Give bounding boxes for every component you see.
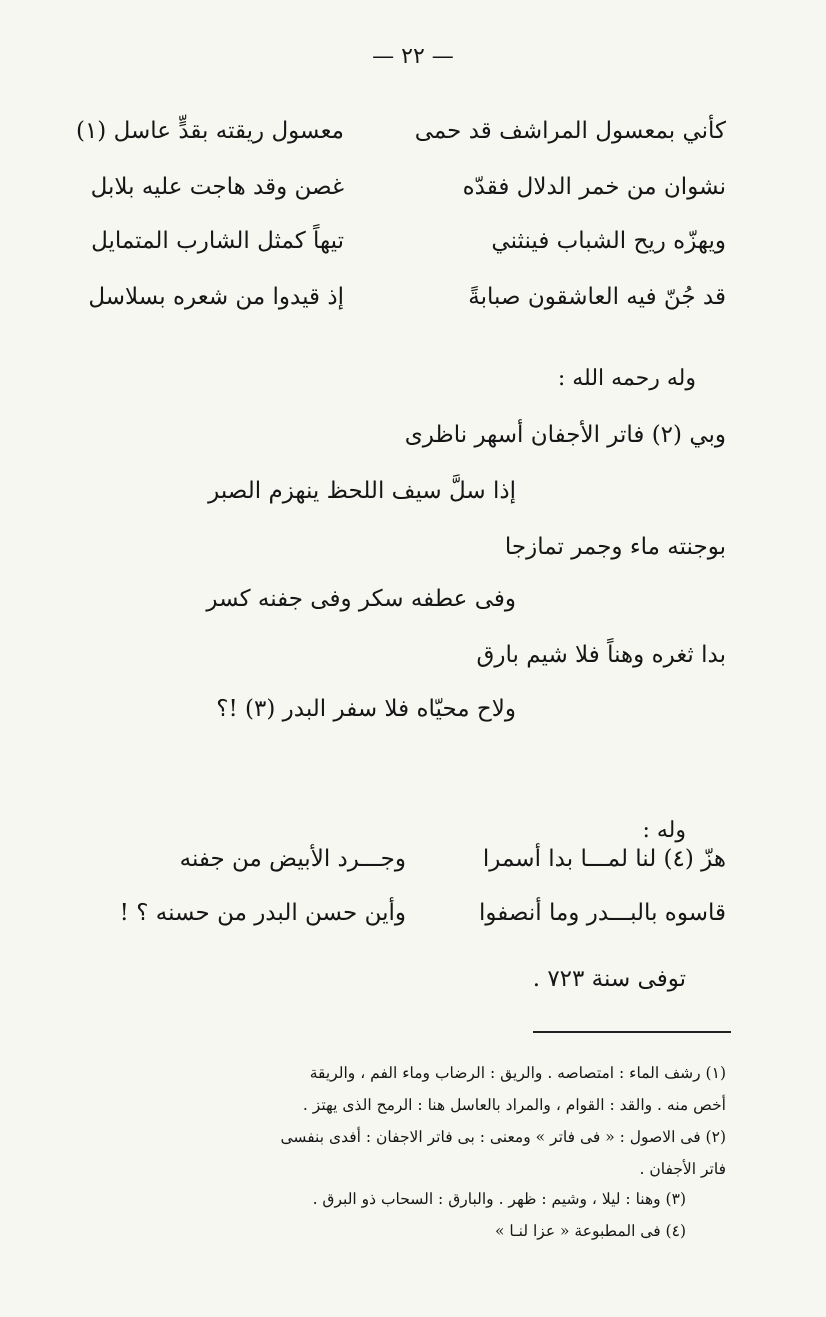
poem-line: وفى عطفه سكر وفى جفنه كسر [206, 586, 516, 612]
footnote-line: فاتر الأجفان . [639, 1160, 726, 1178]
footnote-line: (١) رشف الماء : امتصاصه . والريق : الرضاب وماء الفم ، والريقة [309, 1064, 726, 1082]
footnote-line: (٤) فى المطبوعة « عزا لنـا » [494, 1222, 686, 1240]
verse-right-hemistich: كأني بمعسول المراشف قد حمى [414, 118, 726, 144]
verse-left-hemistich: وأين حسن البدر من حسنه ؟ ! [119, 900, 406, 926]
death-date: توفى سنة ٧٢٣ . [532, 966, 686, 992]
poem-line: بدا ثغره وهناً فلا شيم بارق [476, 642, 726, 668]
poem-line: بوجنته ماء وجمر تمازجا [504, 534, 726, 560]
footnote-line: (٣) وهنا : ليلا ، وشيم : ظهر . والبارق : السحاب ذو البرق . [312, 1190, 686, 1208]
poem-intro: وله رحمه الله : [557, 366, 696, 391]
verse-left-hemistich: إذ قيدوا من شعره بسلاسل [88, 284, 344, 310]
footnote-divider [533, 1031, 731, 1033]
footnote-line: أخص منه . والقد : القوام ، والمراد بالعاسل هنا : الرمح الذى يهتز . [302, 1096, 726, 1114]
verse-right-hemistich: نشوان من خمر الدلال فقدّه [462, 174, 726, 200]
footnote-line: (٢) فى الاصول : « فى فاتر » ومعنى : بى فاتر الاجفان : أفدى بنفسى [280, 1128, 726, 1146]
verse-left-hemistich: وجـــرد الأبيض من جفنه [179, 846, 406, 872]
verse-right-hemistich: قد جُنّ فيه العاشقون صبابةً [468, 284, 726, 310]
verse-right-hemistich: ويهزّه ريح الشباب فينثني [491, 228, 726, 254]
poem-line: ولاح محيّاه فلا سفر البدر (٣) !؟ [216, 696, 516, 722]
poem-line: إذا سلَّ سيف اللحظ ينهزم الصبر [208, 478, 516, 504]
verse-left-hemistich: معسول ريقته بقدٍّ عاسل (١) [75, 118, 344, 144]
verse-left-hemistich: غصن وقد هاجت عليه بلابل [90, 174, 344, 200]
poem-line: وبي (٢) فاتر الأجفان أسهر ناظرى [404, 422, 726, 448]
poem-intro: وله : [642, 818, 686, 843]
verse-left-hemistich: تيهاً كمثل الشارب المتمايل [91, 228, 344, 254]
page-number: — ٢٢ — [372, 44, 454, 69]
verse-right-hemistich: هزّ (٤) لنا لمـــا بدا أسمرا [482, 846, 726, 872]
verse-right-hemistich: قاسوه بالبـــدر وما أنصفوا [479, 900, 726, 926]
